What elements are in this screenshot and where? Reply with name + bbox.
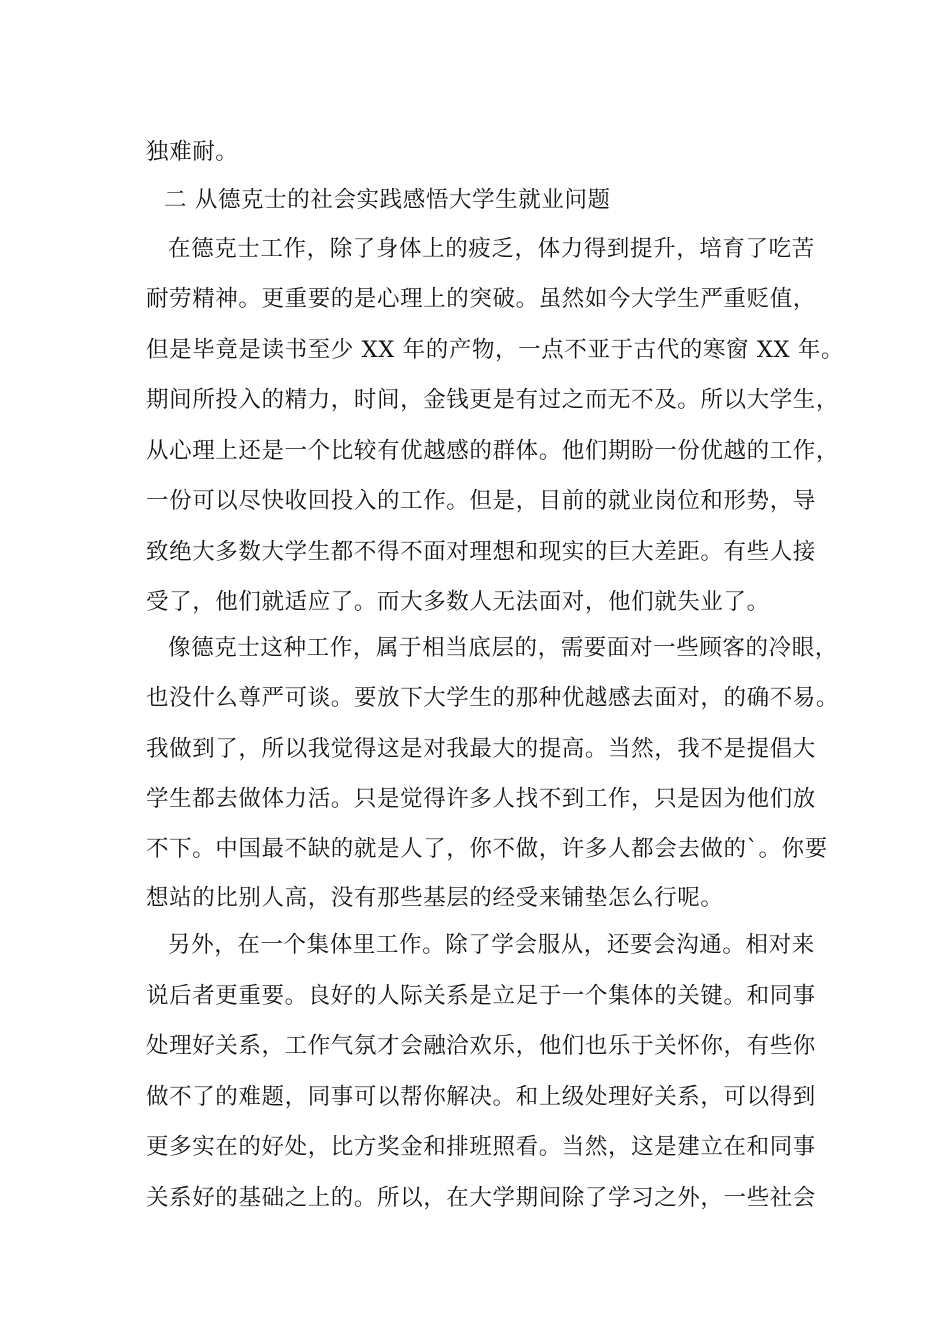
text-line: 说后者更重要。良好的人际关系是立足于一个集体的关键。和同事	[146, 983, 816, 1009]
text-line: 也没什么尊严可谈。要放下大学生的那种优越感去面对，的确不易。	[146, 685, 840, 711]
text-line: 我做到了，所以我觉得这是对我最大的提高。当然，我不是提倡大	[146, 736, 816, 762]
text-line: 一份可以尽快收回投入的工作。但是，目前的就业岗位和形势，导	[146, 488, 816, 514]
text-line: 在德克士工作，除了身体上的疲乏，体力得到提升，培育了吃苦	[168, 236, 815, 262]
text-line: 不下。中国最不缺的就是人了，你不做，许多人都会去做的`。你要	[146, 836, 828, 862]
text-line: 从心理上还是一个比较有优越感的群体。他们期盼一份优越的工作，	[146, 438, 840, 464]
text-line: 耐劳精神。更重要的是心理上的突破。虽然如今大学生严重贬值，	[146, 286, 816, 312]
text-line: 更多实在的好处，比方奖金和排班照看。当然，这是建立在和同事	[146, 1134, 816, 1160]
text-line: 另外，在一个集体里工作。除了学会服从，还要会沟通。相对来	[168, 932, 815, 958]
text-line: 期间所投入的精力，时间，金钱更是有过之而无不及。所以大学生，	[146, 387, 840, 413]
text-line: 像德克士这种工作，属于相当底层的，需要面对一些顾客的冷眼，	[168, 635, 838, 661]
section-heading: 二 从德克士的社会实践感悟大学生就业问题	[164, 187, 611, 213]
text-line: 独难耐。	[146, 139, 239, 165]
text-line: 做不了的难题，同事可以帮你解决。和上级处理好关系，可以得到	[146, 1084, 816, 1110]
text-line: 但是毕竟是读书至少 XX 年的产物，一点不亚于古代的寒窗 XX 年。	[146, 337, 845, 363]
text-line: 受了，他们就适应了。而大多数人无法面对，他们就失业了。	[146, 589, 770, 615]
text-line: 关系好的基础之上的。所以，在大学期间除了学习之外，一些社会	[146, 1185, 816, 1211]
text-line: 想站的比别人高，没有那些基层的经受来铺垫怎么行呢。	[146, 885, 724, 911]
text-line: 致绝大多数大学生都不得不面对理想和现实的巨大差距。有些人接	[146, 539, 816, 565]
text-line: 处理好关系，工作气氛才会融洽欢乐，他们也乐于关怀你，有些你	[146, 1033, 816, 1059]
text-line: 学生都去做体力活。只是觉得许多人找不到工作，只是因为他们放	[146, 786, 816, 812]
